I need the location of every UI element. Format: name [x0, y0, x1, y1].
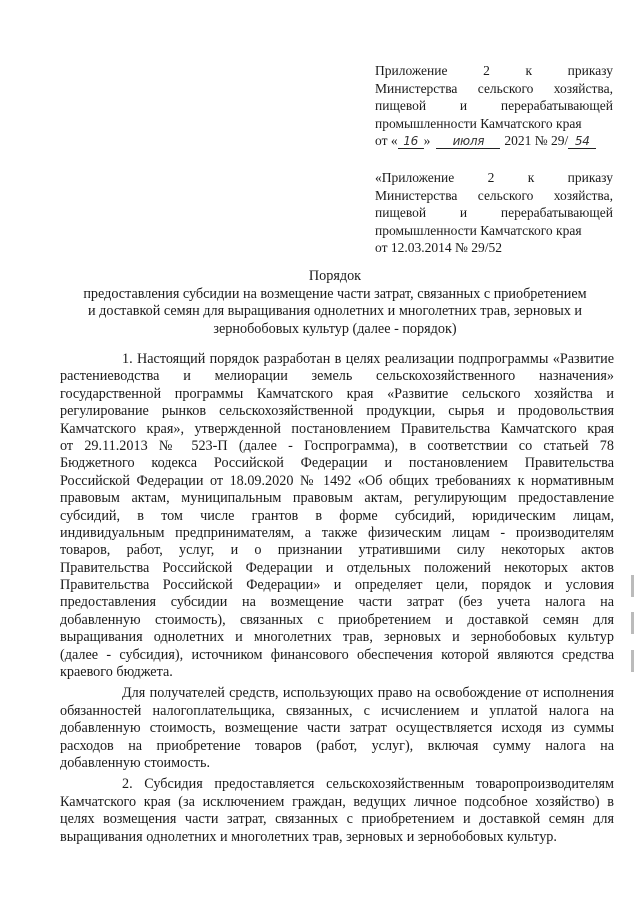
title-line: и доставкой семян для выращивания однолетних и многолетних трав, зерновых и — [88, 303, 582, 320]
body-line: 1. Настоящий порядок разработан в целях реализации подпрограммы «Развитие — [122, 351, 614, 367]
body-line: Камчатского края (за исключением граждан, ведущих личное подсобное хозяйство) в — [60, 793, 614, 810]
paragraph-2 — [60, 685, 614, 772]
body-line: обязанностей налогоплательщика, связанных, с исчислением и уплатой налога на — [60, 702, 614, 719]
date-prefix: от « — [375, 133, 398, 148]
body-line: (далее - субсидия), источником финансового обеспечения которой являются средства — [60, 646, 614, 663]
appendix-line: Министерства сельского хозяйства, — [375, 187, 613, 203]
date-month-handwritten: июля — [436, 134, 500, 149]
appendix-current — [375, 62, 613, 150]
scan-edge-mark — [631, 650, 634, 672]
order-suffix-handwritten: 54 — [568, 134, 596, 149]
body-line: растениеводства и мелиорации земель сельскохозяйственного назначения» — [60, 368, 614, 385]
date-mid: » — [423, 133, 431, 148]
title-line: зернобобовых культур (далее - порядок) — [213, 320, 457, 337]
appendix-line: пищевой и перерабатывающей — [375, 205, 613, 220]
body-line: Камчатского края», утвержденной постановлением Правительства Камчатского края — [60, 420, 614, 437]
body-line: выращивания однолетних и многолетних трав, зерновых и зернобобовых культур. — [60, 828, 557, 845]
body-line: 2. Субсидия предоставляется сельскохозяйственным товаропроизводителям — [122, 776, 614, 793]
body-line: Правительства Российской Федерации» и определяет цели, порядок и условия — [60, 577, 614, 594]
appendix-line: промышленности Камчатского края — [375, 115, 582, 131]
body-line: государственной программы Камчатского края «Развитие сельского хозяйства и — [60, 385, 614, 402]
body-line: Для получателей средств, использующих право на освобождение от исполнения — [122, 685, 614, 702]
appendix-line: Министерства сельского хозяйства, — [375, 80, 613, 96]
body-line: добавленную стоимость, возмещение части затрат осуществляется исходя из суммы — [60, 720, 614, 737]
body-line: Российской Федерации от 18.09.2020 № 1492 «Об общих требованиях к нормативным — [60, 472, 614, 489]
body-line: Правительства Российской Федерации и отдельных положений некоторых актов — [60, 559, 614, 576]
scan-edge-mark — [631, 612, 634, 634]
date-suffix: 2021 № 29/ — [504, 133, 569, 148]
body-line: индивидуальным предпринимателям, а также физическим лицам - производителям — [60, 524, 614, 541]
body-line: расходов на приобретение товаров (работ, услуг), включая сумму налога на — [60, 737, 614, 754]
body-line: выращивания однолетних и многолетних трав, зерновых и зернобобовых культур — [60, 629, 614, 646]
body-line: добавленную стоимость. — [60, 754, 211, 771]
body-line: целях возмещения части затрат, связанных с приобретением и доставкой семян для — [60, 811, 614, 828]
appendix-date-line — [375, 132, 613, 150]
document-body — [60, 351, 614, 846]
document-title — [56, 268, 614, 338]
body-line: правовым актам, муниципальным правовым актам, регулирующим предоставление — [60, 490, 614, 507]
body-line: регулирование рынков сельскохозяйственной продукции, сырья и продовольствия — [60, 403, 614, 420]
body-line: товаров, работ, услуг, и о признании утратившими силу некоторых актов — [60, 542, 614, 559]
appendix-previous — [375, 169, 613, 257]
scan-edge-mark — [631, 575, 634, 597]
body-line: субсидий, в том числе грантов в форме субсидий, юридическим лицам, — [60, 507, 614, 524]
paragraph-3 — [60, 776, 614, 846]
date-day-handwritten: 16 — [398, 134, 424, 149]
appendix-line: промышленности Камчатского края — [375, 222, 582, 238]
appendix-line: «Приложение 2 к приказу — [375, 170, 613, 185]
appendix-line: Приложение 2 к приказу — [375, 63, 613, 78]
title-heading: Порядок — [308, 268, 362, 284]
body-line: краевого бюджета. — [60, 664, 173, 681]
title-line: предоставления субсидии на возмещение части затрат, связанных с приобретением — [83, 285, 587, 302]
appendix-line: от 12.03.2014 № 29/52 — [375, 240, 502, 255]
appendix-line: пищевой и перерабатывающей — [375, 98, 613, 113]
paragraph-1 — [60, 351, 614, 681]
body-line: от 29.11.2013 № 523-П (далее - Госпрограмма), в соответствии со статьей 78 — [60, 437, 614, 454]
body-line: предоставления субсидии на возмещение части затрат (без учета налога на — [60, 594, 614, 611]
body-line: добавленную стоимость), связанных с приобретением и доставкой семян для — [60, 611, 614, 628]
body-line: Бюджетного кодекса Российской Федерации и постановлением Правительства — [60, 455, 614, 472]
